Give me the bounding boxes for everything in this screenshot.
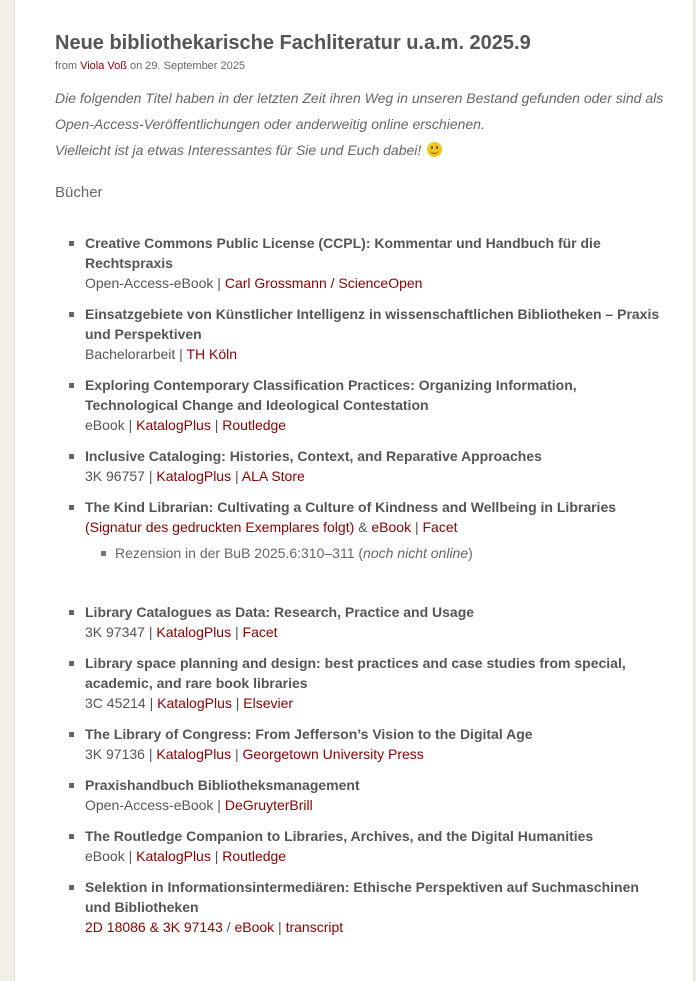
post-content [55,30,665,948]
author-link[interactable]: Viola Voß [80,60,127,72]
ebook-link[interactable]: eBook [371,519,412,535]
list-item [55,826,665,866]
katalogplus-link[interactable]: KatalogPlus [156,624,232,640]
post-meta [55,59,665,73]
post-title[interactable]: Neue bibliothekarische Fachliteratur u.a.m. 2025.9 [55,32,531,54]
book-info: 3C 45214 | KatalogPlus | Elsevier [85,695,294,711]
katalogplus-link[interactable]: KatalogPlus [156,468,232,484]
intro-text [55,85,665,163]
book-title: The Routledge Companion to Libraries, Archives, and the Digital Humanities [85,828,594,844]
meta-date: on 29. September 2025 [130,60,245,72]
review-list [85,543,665,563]
intro-line: Open-Access-Veröffentlichungen oder anderweitig online erschienen. [55,116,485,132]
publisher-link[interactable]: Routledge [222,848,287,864]
publisher-link[interactable]: Facet [422,519,458,535]
book-info: 3K 97136 | KatalogPlus | Georgetown University Press [85,746,424,762]
katalogplus-link[interactable]: KatalogPlus [136,848,211,864]
book-title: Library space planning and design: best practices and case studies from special, academic, and rare book libraries [85,655,626,691]
list-item [55,775,665,815]
book-title: Selektion in Informationsintermediären: Ethische Perspektiven auf Suchmaschinen und Bibliotheken [85,879,639,915]
publisher-link[interactable]: Carl Grossmann / ScienceOpen [224,275,423,291]
book-title: Praxishandbuch Bibliotheksmanagement [85,777,360,793]
list-item [55,724,665,764]
book-info: 2D 18086 & 3K 97143 / eBook | transcript [85,919,344,935]
section-heading: Bücher [55,184,103,201]
list-item [55,877,665,937]
intro-line: Vielleicht ist ja etwas Interessantes für Sie und Euch dabei! [55,137,665,163]
book-info: eBook | KatalogPlus | Routledge [85,848,287,864]
list-item [55,375,665,435]
book-info: Open-Access-eBook | DeGruyterBrill [85,797,313,813]
signature-link[interactable]: (Signatur des gedruckten Exemplares folgt) [85,519,355,535]
publisher-link[interactable]: Routledge [222,417,287,433]
book-title: Einsatzgebiete von Künstlicher Intelligenz in wissenschaftlichen Bibliotheken – Praxis und Perspektiven [85,306,660,342]
meta-from: from [55,60,77,72]
book-title: Exploring Contemporary Classification Practices: Organizing Information, Technological Change and Ideological Contestation [85,377,577,413]
intro-line: Die folgenden Titel haben in der letzten Zeit ihren Weg in unseren Bestand gefunden oder sind als [55,90,664,106]
book-info: 3K 96757 | KatalogPlus | ALA Store [85,468,305,484]
publisher-link[interactable]: transcript [285,919,344,935]
publisher-link[interactable]: TH Köln [186,346,238,362]
book-title: The Kind Librarian: Cultivating a Culture of Kindness and Wellbeing in Libraries [85,499,617,515]
publisher-link[interactable]: DeGruyterBrill [224,797,313,813]
book-list [55,233,665,937]
list-item [55,304,665,364]
katalogplus-link[interactable]: KatalogPlus [157,695,232,711]
publisher-link[interactable]: ALA Store [241,468,305,484]
page-card [14,0,694,981]
list-item [55,653,665,713]
book-info: 3K 97347 | KatalogPlus | Facet [85,624,278,640]
book-title: Creative Commons Public License (CCPL): Kommentar und Handbuch für die Rechtspraxis [85,235,601,271]
smile-icon [427,142,442,157]
book-info: Open-Access-eBook | Carl Grossmann / ScienceOpen [85,275,423,291]
list-item [55,497,665,591]
katalogplus-link[interactable]: KatalogPlus [136,417,211,433]
book-title: Library Catalogues as Data: Research, Practice and Usage [85,604,475,620]
book-info: eBook | KatalogPlus | Routledge [85,417,287,433]
signature-link[interactable]: 2D 18086 & 3K 97143 [85,919,223,935]
book-info: (Signatur des gedruckten Exemplares folgt) & eBook | Facet [85,519,458,535]
book-title: The Library of Congress: From Jefferson’s Vision to the Digital Age [85,726,533,742]
publisher-link[interactable]: Facet [242,624,278,640]
publisher-link[interactable]: Georgetown University Press [242,746,424,762]
list-item [55,602,665,642]
katalogplus-link[interactable]: KatalogPlus [156,746,232,762]
book-info: Bachelorarbeit | TH Köln [85,346,238,362]
list-item [55,446,665,486]
ebook-link[interactable]: eBook [234,919,275,935]
list-item [55,233,665,293]
publisher-link[interactable]: Elsevier [243,695,294,711]
review-item: Rezension in der BuB 2025.6:310–311 (noch nicht online) [85,543,665,563]
book-title: Inclusive Cataloging: Histories, Context, and Reparative Approaches [85,448,542,464]
review-note: noch nicht online [363,545,469,561]
